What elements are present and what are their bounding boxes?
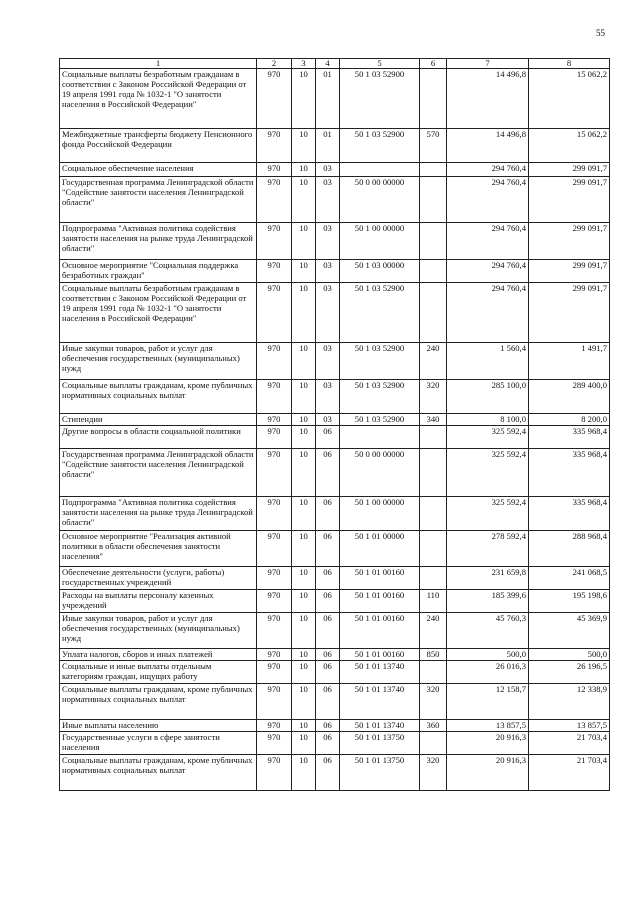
row-name: Обеспечение деятельности (услуги, работы) государственных учреждений [60,567,257,590]
row-name: Расходы на выплаты персоналу казенных учреждений [60,590,257,613]
row-amount-year-2: 299 091,7 [529,163,610,177]
row-amount-year-1: 13 857,5 [447,720,529,732]
row-expense-type [420,567,447,590]
row-name: Социальные выплаты гражданам, кроме публичных нормативных социальных выплат [60,380,257,414]
table-body [60,69,610,791]
table-row [60,732,610,755]
row-section-code: 10 [292,661,316,684]
header-cell: 6 [420,59,447,69]
row-name: Основное мероприятие "Социальная поддержка безработных граждан" [60,260,257,283]
row-amount-year-1: 45 760,3 [447,613,529,649]
row-subsection-code: 03 [316,414,340,426]
row-name: Иные закупки товаров, работ и услуг для обеспечения государственных (муниципальных) нужд [60,613,257,649]
row-expense-type: 570 [420,129,447,163]
row-ministry-code: 970 [257,720,292,732]
row-ministry-code: 970 [257,414,292,426]
row-amount-year-1: 294 760,4 [447,223,529,260]
row-amount-year-1: 1 560,4 [447,343,529,380]
table-row [60,129,610,163]
row-ministry-code: 970 [257,661,292,684]
row-amount-year-2: 335 968,4 [529,497,610,531]
row-name: Государственная программа Ленинградской области "Содействие занятости населения Ленинградской области" [60,177,257,223]
row-section-code: 10 [292,380,316,414]
table-row [60,590,610,613]
row-amount-year-2: 8 200,0 [529,414,610,426]
row-name: Социальные и иные выплаты отдельным категориям граждан, ищущих работу [60,661,257,684]
row-amount-year-2: 288 968,4 [529,531,610,567]
row-target-article: 50 1 01 00160 [340,590,420,613]
row-ministry-code: 970 [257,590,292,613]
row-target-article: 50 1 01 00160 [340,567,420,590]
row-amount-year-1: 12 158,7 [447,684,529,720]
header-cell: 3 [292,59,316,69]
row-section-code: 10 [292,613,316,649]
row-subsection-code: 06 [316,613,340,649]
row-ministry-code: 970 [257,649,292,661]
row-section-code: 10 [292,69,316,129]
row-amount-year-2: 241 068,5 [529,567,610,590]
row-target-article: 50 1 03 52900 [340,283,420,343]
row-subsection-code: 03 [316,380,340,414]
table-row [60,260,610,283]
row-expense-type [420,449,447,497]
row-section-code: 10 [292,720,316,732]
table-row [60,613,610,649]
row-target-article: 50 1 01 13750 [340,755,420,791]
row-amount-year-2: 21 703,4 [529,755,610,791]
row-ministry-code: 970 [257,223,292,260]
row-name: Основное мероприятие "Реализация активной политики в области обеспечения занятости населения" [60,531,257,567]
row-amount-year-1: 278 592,4 [447,531,529,567]
row-target-article: 50 1 03 52900 [340,343,420,380]
row-amount-year-2: 335 968,4 [529,426,610,449]
header-cell: 8 [529,59,610,69]
row-amount-year-2: 299 091,7 [529,223,610,260]
row-amount-year-1: 325 592,4 [447,497,529,531]
row-target-article: 50 0 00 00000 [340,449,420,497]
row-amount-year-2: 299 091,7 [529,283,610,343]
row-subsection-code: 06 [316,449,340,497]
row-section-code: 10 [292,590,316,613]
row-section-code: 10 [292,223,316,260]
row-expense-type: 110 [420,590,447,613]
table-row [60,380,610,414]
row-target-article [340,163,420,177]
row-amount-year-2: 500,0 [529,649,610,661]
row-name: Социальные выплаты безработным гражданам в соответствии с Законом Российской Федерации от 19 апреля 1991 года № 1032-1 "О занятости населения в Российской Федерации" [60,69,257,129]
row-amount-year-1: 500,0 [447,649,529,661]
row-expense-type: 320 [420,684,447,720]
row-expense-type [420,163,447,177]
table-row [60,661,610,684]
row-target-article: 50 1 03 00000 [340,260,420,283]
row-amount-year-2: 21 703,4 [529,732,610,755]
table-row [60,649,610,661]
header-cell: 2 [257,59,292,69]
row-target-article: 50 1 00 00000 [340,223,420,260]
row-ministry-code: 970 [257,755,292,791]
row-subsection-code: 06 [316,720,340,732]
row-target-article: 50 1 01 13740 [340,684,420,720]
row-expense-type: 240 [420,613,447,649]
row-section-code: 10 [292,684,316,720]
row-name: Социальные выплаты гражданам, кроме публичных нормативных социальных выплат [60,755,257,791]
row-expense-type [420,223,447,260]
row-ministry-code: 970 [257,69,292,129]
row-subsection-code: 01 [316,69,340,129]
row-name: Иные закупки товаров, работ и услуг для обеспечения государственных (муниципальных) нужд [60,343,257,380]
page-number: 55 [596,28,605,38]
table-row [60,343,610,380]
row-amount-year-1: 26 016,3 [447,661,529,684]
row-section-code: 10 [292,531,316,567]
row-name: Социальные выплаты безработным гражданам в соответствии с Законом Российской Федерации от 19 апреля 1991 года № 1032-1 "О занятости населения в Российской Федерации" [60,283,257,343]
row-amount-year-1: 285 100,0 [447,380,529,414]
row-ministry-code: 970 [257,343,292,380]
row-target-article: 50 1 03 52900 [340,69,420,129]
row-amount-year-1: 294 760,4 [447,177,529,223]
row-ministry-code: 970 [257,531,292,567]
row-section-code: 10 [292,414,316,426]
row-target-article: 50 1 01 13740 [340,661,420,684]
row-ministry-code: 970 [257,163,292,177]
row-ministry-code: 970 [257,732,292,755]
row-ministry-code: 970 [257,426,292,449]
row-section-code: 10 [292,177,316,223]
row-name: Стипендии [60,414,257,426]
table-row [60,163,610,177]
table-row [60,531,610,567]
row-amount-year-2: 1 491,7 [529,343,610,380]
header-cell: 5 [340,59,420,69]
row-section-code: 10 [292,260,316,283]
row-amount-year-1: 294 760,4 [447,283,529,343]
row-name: Социальное обеспечение населения [60,163,257,177]
row-amount-year-2: 26 196,5 [529,661,610,684]
table-header [60,59,610,69]
row-subsection-code: 06 [316,661,340,684]
row-name: Межбюджетные трансферты бюджету Пенсионного фонда Российской Федерации [60,129,257,163]
row-subsection-code: 03 [316,343,340,380]
row-ministry-code: 970 [257,177,292,223]
row-amount-year-1: 231 659,8 [447,567,529,590]
row-subsection-code: 03 [316,223,340,260]
row-ministry-code: 970 [257,260,292,283]
row-target-article: 50 0 00 00000 [340,177,420,223]
header-cell: 7 [447,59,529,69]
row-amount-year-1: 20 916,3 [447,755,529,791]
table-row [60,426,610,449]
row-amount-year-1: 325 592,4 [447,449,529,497]
row-subsection-code: 06 [316,755,340,791]
row-section-code: 10 [292,283,316,343]
row-section-code: 10 [292,567,316,590]
row-ministry-code: 970 [257,449,292,497]
row-section-code: 10 [292,755,316,791]
row-amount-year-1: 294 760,4 [447,260,529,283]
row-amount-year-2: 13 857,5 [529,720,610,732]
row-expense-type [420,426,447,449]
row-expense-type: 340 [420,414,447,426]
row-amount-year-2: 299 091,7 [529,177,610,223]
row-section-code: 10 [292,732,316,755]
table-row [60,755,610,791]
row-amount-year-2: 12 338,9 [529,684,610,720]
row-amount-year-1: 14 496,8 [447,129,529,163]
table-row [60,449,610,497]
row-subsection-code: 03 [316,283,340,343]
row-name: Другие вопросы в области социальной политики [60,426,257,449]
table-row [60,177,610,223]
row-section-code: 10 [292,129,316,163]
row-target-article: 50 1 01 13750 [340,732,420,755]
row-ministry-code: 970 [257,497,292,531]
row-subsection-code: 06 [316,732,340,755]
row-ministry-code: 970 [257,567,292,590]
row-ministry-code: 970 [257,684,292,720]
row-section-code: 10 [292,163,316,177]
row-amount-year-1: 14 496,8 [447,69,529,129]
row-name: Подпрограмма "Активная политика содействия занятости населения на рынке труда Ленинградской области" [60,223,257,260]
table-row [60,497,610,531]
table-row [60,69,610,129]
row-target-article: 50 1 01 00160 [340,613,420,649]
table-row [60,567,610,590]
row-amount-year-1: 185 399,6 [447,590,529,613]
row-subsection-code: 06 [316,684,340,720]
row-expense-type [420,497,447,531]
row-name: Государственная программа Ленинградской области "Содействие занятости населения Ленинградской области" [60,449,257,497]
row-ministry-code: 970 [257,613,292,649]
row-target-article: 50 1 01 00000 [340,531,420,567]
row-target-article: 50 1 01 00160 [340,649,420,661]
row-ministry-code: 970 [257,283,292,343]
row-target-article: 50 1 03 52900 [340,380,420,414]
row-name: Социальные выплаты гражданам, кроме публичных нормативных социальных выплат [60,684,257,720]
row-amount-year-1: 294 760,4 [447,163,529,177]
row-name: Иные выплаты населению [60,720,257,732]
row-amount-year-1: 20 916,3 [447,732,529,755]
row-subsection-code: 03 [316,177,340,223]
table-row [60,414,610,426]
row-section-code: 10 [292,449,316,497]
row-subsection-code: 01 [316,129,340,163]
row-ministry-code: 970 [257,380,292,414]
table-row [60,283,610,343]
row-name: Подпрограмма "Активная политика содействия занятости населения на рынке труда Ленинградской области" [60,497,257,531]
row-amount-year-2: 15 062,2 [529,129,610,163]
row-subsection-code: 06 [316,426,340,449]
row-amount-year-2: 195 198,6 [529,590,610,613]
row-expense-type [420,661,447,684]
row-amount-year-2: 289 400,0 [529,380,610,414]
row-amount-year-1: 325 592,4 [447,426,529,449]
row-expense-type: 320 [420,380,447,414]
table-row [60,720,610,732]
row-amount-year-1: 8 100,0 [447,414,529,426]
row-expense-type [420,732,447,755]
row-ministry-code: 970 [257,129,292,163]
table-row [60,223,610,260]
table-row [60,684,610,720]
row-expense-type [420,69,447,129]
row-name: Государственные услуги в сфере занятости населения [60,732,257,755]
row-expense-type: 320 [420,755,447,791]
row-amount-year-2: 15 062,2 [529,69,610,129]
row-name: Уплата налогов, сборов и иных платежей [60,649,257,661]
row-subsection-code: 03 [316,163,340,177]
row-expense-type [420,177,447,223]
header-cell: 4 [316,59,340,69]
row-expense-type: 850 [420,649,447,661]
header-row [60,59,610,69]
row-subsection-code: 03 [316,260,340,283]
row-amount-year-2: 335 968,4 [529,449,610,497]
row-target-article: 50 1 00 00000 [340,497,420,531]
row-section-code: 10 [292,497,316,531]
row-section-code: 10 [292,343,316,380]
row-subsection-code: 06 [316,590,340,613]
row-subsection-code: 06 [316,531,340,567]
row-subsection-code: 06 [316,649,340,661]
row-section-code: 10 [292,426,316,449]
row-target-article: 50 1 03 52900 [340,414,420,426]
row-amount-year-2: 299 091,7 [529,260,610,283]
row-section-code: 10 [292,649,316,661]
row-target-article [340,426,420,449]
row-target-article: 50 1 01 13740 [340,720,420,732]
row-subsection-code: 06 [316,497,340,531]
row-expense-type [420,531,447,567]
row-expense-type: 360 [420,720,447,732]
row-expense-type [420,260,447,283]
row-expense-type: 240 [420,343,447,380]
header-cell: 1 [60,59,257,69]
row-target-article: 50 1 03 52900 [340,129,420,163]
row-expense-type [420,283,447,343]
budget-table [59,58,610,791]
row-subsection-code: 06 [316,567,340,590]
row-amount-year-2: 45 369,9 [529,613,610,649]
